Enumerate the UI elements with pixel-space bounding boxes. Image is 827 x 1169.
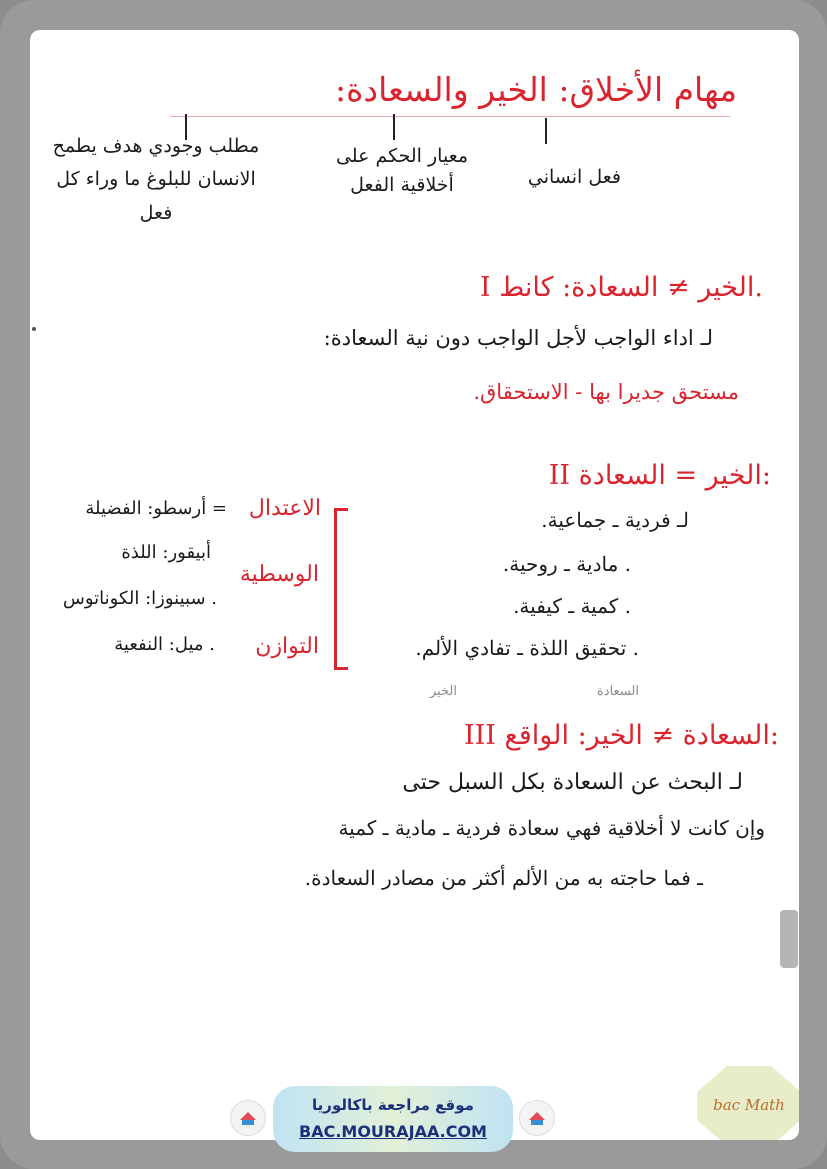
bracket-cap bbox=[334, 667, 348, 670]
tree-item-existential: مطلب وجودي هدف يطمح الانسان للبلوغ ما وراء كل فعل bbox=[52, 135, 260, 224]
margin-dot bbox=[32, 327, 36, 331]
section-2-item: . مادية ـ روحية. bbox=[502, 552, 631, 576]
tree-item-criterion: معيار الحكم على أخلاقية الفعل bbox=[335, 145, 469, 197]
footer-site-name[interactable]: موقع مراجعة باكالوريا bbox=[312, 1096, 474, 1114]
section-3-line-1: لـ البحث عن السعادة بكل السبل حتى bbox=[402, 770, 743, 795]
doctrine-moderation: الاعتدال bbox=[248, 496, 321, 521]
philosopher-epicurus: أبيقور: اللذة bbox=[121, 542, 211, 563]
site-logo-right[interactable] bbox=[519, 1100, 555, 1136]
section-3-line-2: وإن كانت لا أخلاقية فهي سعادة فردية ـ مادية ـ كمية bbox=[338, 816, 765, 840]
section-3-line-3: ـ فما حاجته به من الألم أكثر من مصادر السعادة. bbox=[304, 866, 703, 890]
bracket-cap bbox=[334, 508, 348, 511]
bac-math-badge bbox=[697, 1066, 799, 1140]
badge-text: bac Math bbox=[713, 1096, 785, 1114]
section-2-item: . تحقيق اللذة ـ تفادي الألم. bbox=[415, 636, 639, 660]
doctrine-balance: التوازن bbox=[255, 634, 319, 659]
note-good: الخير bbox=[429, 684, 457, 699]
site-logo-left[interactable] bbox=[230, 1100, 266, 1136]
philosopher-mill: . ميل: النفعية bbox=[114, 634, 215, 655]
note-happiness: السعادة bbox=[596, 684, 639, 699]
page-edge-strip bbox=[780, 910, 798, 968]
section-2-heading: II الخير = السعادة: bbox=[548, 460, 771, 491]
title-underline bbox=[170, 116, 730, 117]
page-title: مهام الأخلاق: الخير والسعادة: bbox=[334, 70, 737, 109]
section-2-item: . كمية ـ كيفية. bbox=[513, 594, 631, 618]
site-footer-banner[interactable] bbox=[273, 1086, 513, 1152]
tree-connector bbox=[393, 114, 395, 140]
philosopher-aristotle: = أرسطو: الفضيلة bbox=[85, 498, 227, 519]
tree-item-human-act: فعل انساني bbox=[527, 166, 621, 188]
bracket bbox=[334, 508, 337, 670]
section-1-line-2: مستحق جديرا بها - الاستحقاق. bbox=[473, 380, 739, 404]
section-1-line-1: لـ اداء الواجب لأجل الواجب دون نية السعادة: bbox=[323, 326, 713, 350]
footer-site-url[interactable]: BAC.MOURAJAA.COM bbox=[299, 1122, 487, 1141]
section-3-heading: III السعادة ≠ الخير: الواقع: bbox=[463, 720, 779, 751]
tree-connector bbox=[545, 118, 547, 144]
doctrine-mean: الوسطية bbox=[239, 562, 319, 587]
section-1-heading: I الخير ≠ السعادة: كانط. bbox=[480, 272, 763, 303]
philosopher-spinoza: . سبينوزا: الكوناتوس bbox=[62, 588, 217, 609]
section-2-item: لـ فردية ـ جماعية. bbox=[541, 508, 689, 532]
notebook-page bbox=[30, 30, 799, 1140]
